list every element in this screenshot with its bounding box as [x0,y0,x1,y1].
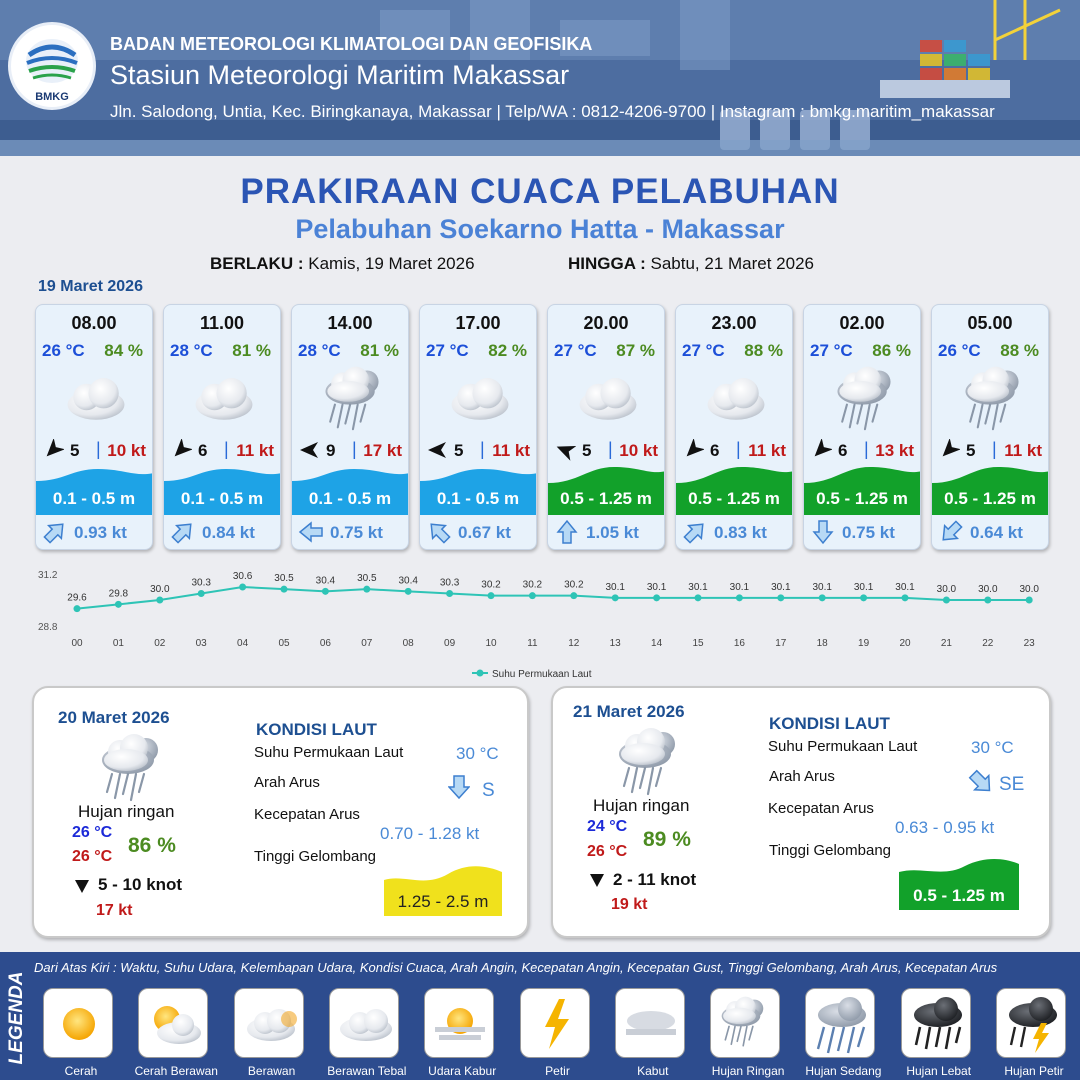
sst-data-label: 30.1 [688,581,708,593]
sst-data-label: 30.0 [150,584,170,595]
x-tick-label: 16 [733,638,745,649]
day2-wave: 1.25 - 2.5 m [397,892,489,911]
y-tick-label: 31.2 [38,570,58,581]
current-direction-icon [967,768,995,796]
legend-icon-box [329,988,399,1058]
current-direction-icon [448,774,470,800]
sst-data-point [902,594,909,601]
card-current-speed: 0.67 kt [458,523,511,542]
day2-sea-header: KONDISI LAUT [256,720,377,739]
card-humidity: 84 % [104,341,143,360]
x-tick-label: 23 [1023,638,1035,649]
sst-data-label: 30.5 [357,573,377,585]
sst-data-label: 30.4 [398,575,418,587]
day2-wind: 5 - 10 knot [98,875,183,894]
legend-label: Hujan Ringan [711,1064,785,1078]
card-humidity: 81 % [360,341,399,360]
light-rain-icon [607,722,687,798]
sst-data-point [860,594,867,601]
sst-data-point [74,605,81,612]
card-temperature: 27 °C [682,341,725,360]
cloud-icon [186,361,262,433]
sst-data-label: 30.2 [481,579,501,591]
card-temperature: 27 °C [554,341,597,360]
page-subtitle: Pelabuhan Soekarno Hatta - Makassar [295,214,785,244]
sst-data-point [653,594,660,601]
hourly-card [291,304,409,550]
card-gust: 10 kt [619,441,658,460]
sst-data-point [239,584,246,591]
day2-current-speed: 0.70 - 1.28 kt [380,824,480,843]
card-current-speed: 0.75 kt [842,523,895,542]
day3-temp-max: 24 °C [587,818,628,835]
sst-data-point [488,592,495,599]
card-temperature: 28 °C [170,341,213,360]
card-separator: | [608,439,613,459]
x-tick-label: 01 [112,638,124,649]
card-wind-speed: 6 [710,441,720,460]
card-separator: | [736,439,741,459]
hourly-card [547,304,665,550]
legend-icon-box [710,988,780,1058]
hourly-card [803,304,921,550]
card-wind-speed: 6 [198,441,208,460]
legend-icon-box [43,988,113,1058]
card-time: 20.00 [583,313,629,333]
cloud-icon [442,361,518,433]
card-temperature: 27 °C [810,341,853,360]
sst-data-point [819,594,826,601]
sst-data-point [943,597,950,604]
x-tick-label: 05 [278,638,290,649]
validity-from-label: BERLAKU : [210,254,304,273]
wind-direction-icon [298,439,320,461]
card-time: 05.00 [967,313,1013,333]
x-tick-label: 19 [858,638,870,649]
x-tick-label: 08 [402,638,414,649]
day2-current-dir-label: Arah Arus [254,774,320,791]
legend-item [606,986,700,1080]
page-title: PRAKIRAAN CUACA PELABUHAN [240,172,840,211]
sst-data-point [570,592,577,599]
sst-data-point [446,590,453,597]
legend-icon-box [138,988,208,1058]
bmkg-logo-emblem [11,29,93,89]
validity-to-label: HINGGA : [568,254,646,273]
legend [0,952,1080,1080]
x-tick-label: 12 [568,638,580,649]
legend-icon-box [424,988,494,1058]
sst-data-label: 30.6 [232,571,253,582]
card-gust: 10 kt [107,441,146,460]
card-current-speed: 0.64 kt [970,523,1023,542]
card-time: 23.00 [711,313,757,333]
day3-sst: 30 °C [971,738,1014,757]
card-humidity: 88 % [744,341,783,360]
cloud-icon [235,989,305,1059]
day3-gust: 19 kt [611,896,648,913]
card-separator: | [480,439,485,459]
x-tick-label: 07 [361,638,373,649]
logo-text: BMKG [35,91,69,103]
card-temperature: 28 °C [298,341,341,360]
wind-direction-icon [810,439,832,461]
wind-direction-icon [682,439,704,461]
legend-label: Kabut [637,1064,669,1078]
card-gust: 17 kt [363,441,402,460]
legend-label: Suhu Permukaan Laut [492,669,592,680]
day3-condition: Hujan ringan [593,796,690,815]
legend-icon-box [520,988,590,1058]
day2-humidity: 86 % [128,834,176,857]
x-tick-label: 11 [527,638,538,649]
sst-data-point [281,586,288,593]
card-separator: | [352,439,357,459]
day3-current-dir: SE [999,774,1025,795]
legend-item [987,986,1080,1080]
cloud-icon [58,361,134,433]
x-tick-label: 21 [940,638,952,649]
y-tick-label: 28.8 [38,622,58,633]
card-wave-height: 0.5 - 1.25 m [816,489,908,508]
legend-item [225,986,319,1080]
day2-current-dir: S [482,780,495,801]
light-rain-icon [826,361,902,433]
legend-label: Hujan Petir [1004,1064,1064,1078]
legend-item [511,986,605,1080]
card-separator: | [864,439,869,459]
legend-label: Cerah [64,1064,98,1078]
card-separator: | [224,439,229,459]
card-temperature: 26 °C [42,341,85,360]
current-direction-icon [554,519,580,545]
x-tick-label: 04 [237,638,249,649]
card-gust: 11 kt [492,441,530,460]
legend-label: Cerah Berawan [134,1064,218,1078]
day3-wave-label: Tinggi Gelombang [769,842,892,859]
card-wave-height: 0.1 - 0.5 m [52,489,136,508]
legend-icon-box [901,988,971,1058]
day3-wave: 0.5 - 1.25 m [913,886,1005,905]
moderate-rain-icon [806,989,876,1059]
card-time: 14.00 [327,313,373,333]
day2-temp-max: 26 °C [72,824,113,841]
sst-data-label: 30.1 [895,581,915,593]
sst-data-label: 30.2 [564,579,584,591]
wind-direction-icon [554,439,576,461]
card-wind-speed: 5 [70,441,80,460]
day3-current-speed: 0.63 - 0.95 kt [895,818,995,837]
legend-label: Berawan Tebal [327,1064,407,1078]
wind-direction-icon [74,878,90,894]
legend-item [320,986,414,1080]
card-gust: 11 kt [1004,441,1042,460]
card-time: 02.00 [839,313,885,333]
validity-to [568,254,814,274]
day3-wind: 2 - 11 knot [613,870,697,889]
legend-description: Dari Atas Kiri : Waktu, Suhu Udara, Kelembapan Udara, Kondisi Cuaca, Arah Angin, Kecepatan Angin, Kecepatan Gust, Tinggi Gelombang, Arah Arus, Kecepatan Arus [34,960,998,975]
agency-name: BADAN METEOROLOGI KLIMATOLOGI DAN GEOFISIKA [110,34,593,54]
current-direction-icon [298,519,324,545]
day1-date: 19 Maret 2026 [38,278,143,295]
card-wind-speed: 5 [454,441,464,460]
sst-data-point [984,597,991,604]
x-tick-label: 20 [899,638,911,649]
legend-icon-box [615,988,685,1058]
current-direction-icon [682,519,708,545]
day2-temp-min: 26 °C [72,848,113,865]
sst-data-point [529,592,536,599]
x-tick-label: 10 [485,638,497,649]
card-humidity: 82 % [488,341,527,360]
day2-sst-label: Suhu Permukaan Laut [254,744,404,761]
sst-data-label: 30.2 [522,579,543,591]
header-banner [0,0,1080,156]
card-wave-height: 0.1 - 0.5 m [436,489,520,508]
card-humidity: 88 % [1000,341,1039,360]
sst-data-point [1026,597,1033,604]
sst-data-point [612,594,619,601]
day3-sea-header: KONDISI LAUT [769,714,890,733]
card-current-speed: 0.75 kt [330,523,383,542]
legend-icon-box [234,988,304,1058]
hourly-card [163,304,281,550]
sst-data-label: 30.1 [605,581,625,593]
validity-from [210,254,475,274]
card-wave-height: 0.5 - 1.25 m [688,489,780,508]
sst-data-label: 30.4 [315,575,336,587]
heavy-rain-icon [902,989,972,1059]
x-tick-label: 22 [982,638,994,649]
card-separator: | [96,439,101,459]
legend-label: Hujan Sedang [805,1064,882,1078]
light-rain-icon [954,361,1030,433]
sst-data-point [777,594,784,601]
sst-data-label: 30.1 [729,581,750,593]
current-direction-icon [42,519,68,545]
day3-humidity: 89 % [643,828,691,851]
card-temperature: 26 °C [938,341,981,360]
day3-sst-label: Suhu Permukaan Laut [768,738,918,755]
light-rain-icon [314,361,390,433]
wind-direction-icon [42,439,64,461]
card-gust: 13 kt [875,441,914,460]
card-wave-height: 0.5 - 1.25 m [560,489,652,508]
card-time: 17.00 [455,313,501,333]
card-wave-height: 0.1 - 0.5 m [308,489,392,508]
validity-to-value: Sabtu, 21 Maret 2026 [650,254,815,273]
x-tick-label: 17 [775,638,787,649]
card-gust: 11 kt [748,441,786,460]
sst-data-point [322,588,329,595]
card-wind-speed: 9 [326,441,336,460]
x-tick-label: 18 [816,638,828,649]
legend-marker [477,670,484,677]
sst-series-line [77,587,1029,609]
sea-surface-temperature-chart [36,564,1046,684]
card-gust: 11 kt [236,441,274,460]
sst-data-point [156,597,163,604]
day2-condition: Hujan ringan [78,802,175,821]
legend-label: Berawan [247,1064,296,1078]
station-name: Stasiun Meteorologi Maritim Makassar [110,60,570,90]
card-time: 11.00 [199,313,245,333]
legend-icon-box [805,988,875,1058]
card-current-speed: 0.83 kt [714,523,767,542]
bmkg-logo [8,22,96,110]
current-direction-icon [810,519,836,545]
wind-direction-icon [589,872,605,888]
legend-label: Petir [545,1064,570,1078]
legend-item [796,986,890,1080]
legend-item [129,986,223,1080]
legend-item [415,986,509,1080]
hourly-card [419,304,537,550]
legend-item [701,986,795,1080]
x-tick-label: 00 [71,638,83,649]
x-tick-label: 15 [692,638,704,649]
cloud-icon [698,361,774,433]
legend-title [4,958,30,1078]
x-tick-label: 02 [154,638,166,649]
current-direction-icon [938,519,964,545]
sun-icon [44,989,114,1059]
x-tick-label: 14 [651,638,663,649]
day2-date: 20 Maret 2026 [58,708,170,727]
card-wind-speed: 5 [582,441,592,460]
current-direction-icon [170,519,196,545]
card-current-speed: 0.84 kt [202,523,255,542]
day2-wave-label: Tinggi Gelombang [254,848,377,865]
legend-label: Udara Kabur [428,1064,497,1078]
card-humidity: 81 % [232,341,271,360]
sst-data-label: 30.1 [812,581,832,593]
current-direction-icon [426,519,452,545]
hourly-card [35,304,153,550]
day2-current-speed-label: Kecepatan Arus [254,806,360,823]
card-separator: | [992,439,997,459]
sst-data-label: 30.0 [1019,584,1039,595]
wind-direction-icon [170,439,192,461]
sst-data-label: 30.1 [771,581,791,593]
sst-data-point [695,594,702,601]
sst-data-label: 30.0 [936,584,957,595]
card-temperature: 27 °C [426,341,469,360]
legend-title-text: LEGENDA [6,971,28,1065]
day2-gust: 17 kt [96,902,133,919]
day2-panel [32,686,529,938]
legend-icon-box [996,988,1066,1058]
sst-data-point [198,590,205,597]
lightning-icon [521,989,591,1059]
sst-data-label: 30.3 [439,577,460,589]
sst-data-label: 30.1 [853,581,874,593]
day3-temp-min: 26 °C [587,843,628,860]
haze-icon [425,989,495,1059]
card-time: 08.00 [71,313,117,333]
card-humidity: 87 % [616,341,655,360]
x-tick-label: 06 [319,638,331,649]
legend-item [34,986,128,1080]
day3-current-speed-label: Kecepatan Arus [768,800,874,817]
light-rain-icon [90,728,170,804]
legend-label: Hujan Lebat [906,1064,972,1078]
sst-data-point [736,594,743,601]
day2-sst: 30 °C [456,744,499,763]
x-tick-label: 09 [444,638,456,649]
sst-data-label: 30.1 [646,581,667,593]
sst-data-point [115,601,122,608]
hourly-card [931,304,1049,550]
legend-item [892,986,986,1080]
card-wave-height: 0.1 - 0.5 m [180,489,264,508]
sst-data-point [405,588,412,595]
sst-data-label: 30.3 [191,577,211,589]
sst-data-label: 30.0 [978,584,998,595]
card-humidity: 86 % [872,341,911,360]
sst-data-label: 29.8 [108,588,129,600]
card-wind-speed: 5 [966,441,976,460]
light-rain-icon [711,989,781,1059]
station-contact: Jln. Salodong, Untia, Kec. Biringkanaya, Makassar | Telp/WA : 0812-4206-9700 | Instagram : bmkg.maritim_makassar [110,102,995,121]
day3-date: 21 Maret 2026 [573,702,685,721]
thunderstorm-icon [997,989,1067,1059]
sst-data-point [363,586,370,593]
day3-panel [551,686,1051,938]
validity-from-value: Kamis, 19 Maret 2026 [308,254,475,273]
x-tick-label: 13 [609,638,621,649]
day3-current-dir-label: Arah Arus [769,768,835,785]
thick-cloud-icon [330,989,400,1059]
wind-direction-icon [938,439,960,461]
wind-direction-icon [426,439,448,461]
sun-cloud-icon [139,989,209,1059]
card-current-speed: 1.05 kt [586,523,639,542]
card-wave-height: 0.5 - 1.25 m [944,489,1036,508]
sst-data-label: 29.6 [67,592,87,604]
x-tick-label: 03 [195,638,207,649]
hourly-card [675,304,793,550]
card-wind-speed: 6 [838,441,848,460]
sst-data-label: 30.5 [274,573,294,585]
cloud-icon [570,361,646,433]
card-current-speed: 0.93 kt [74,523,127,542]
fog-icon [616,989,686,1059]
